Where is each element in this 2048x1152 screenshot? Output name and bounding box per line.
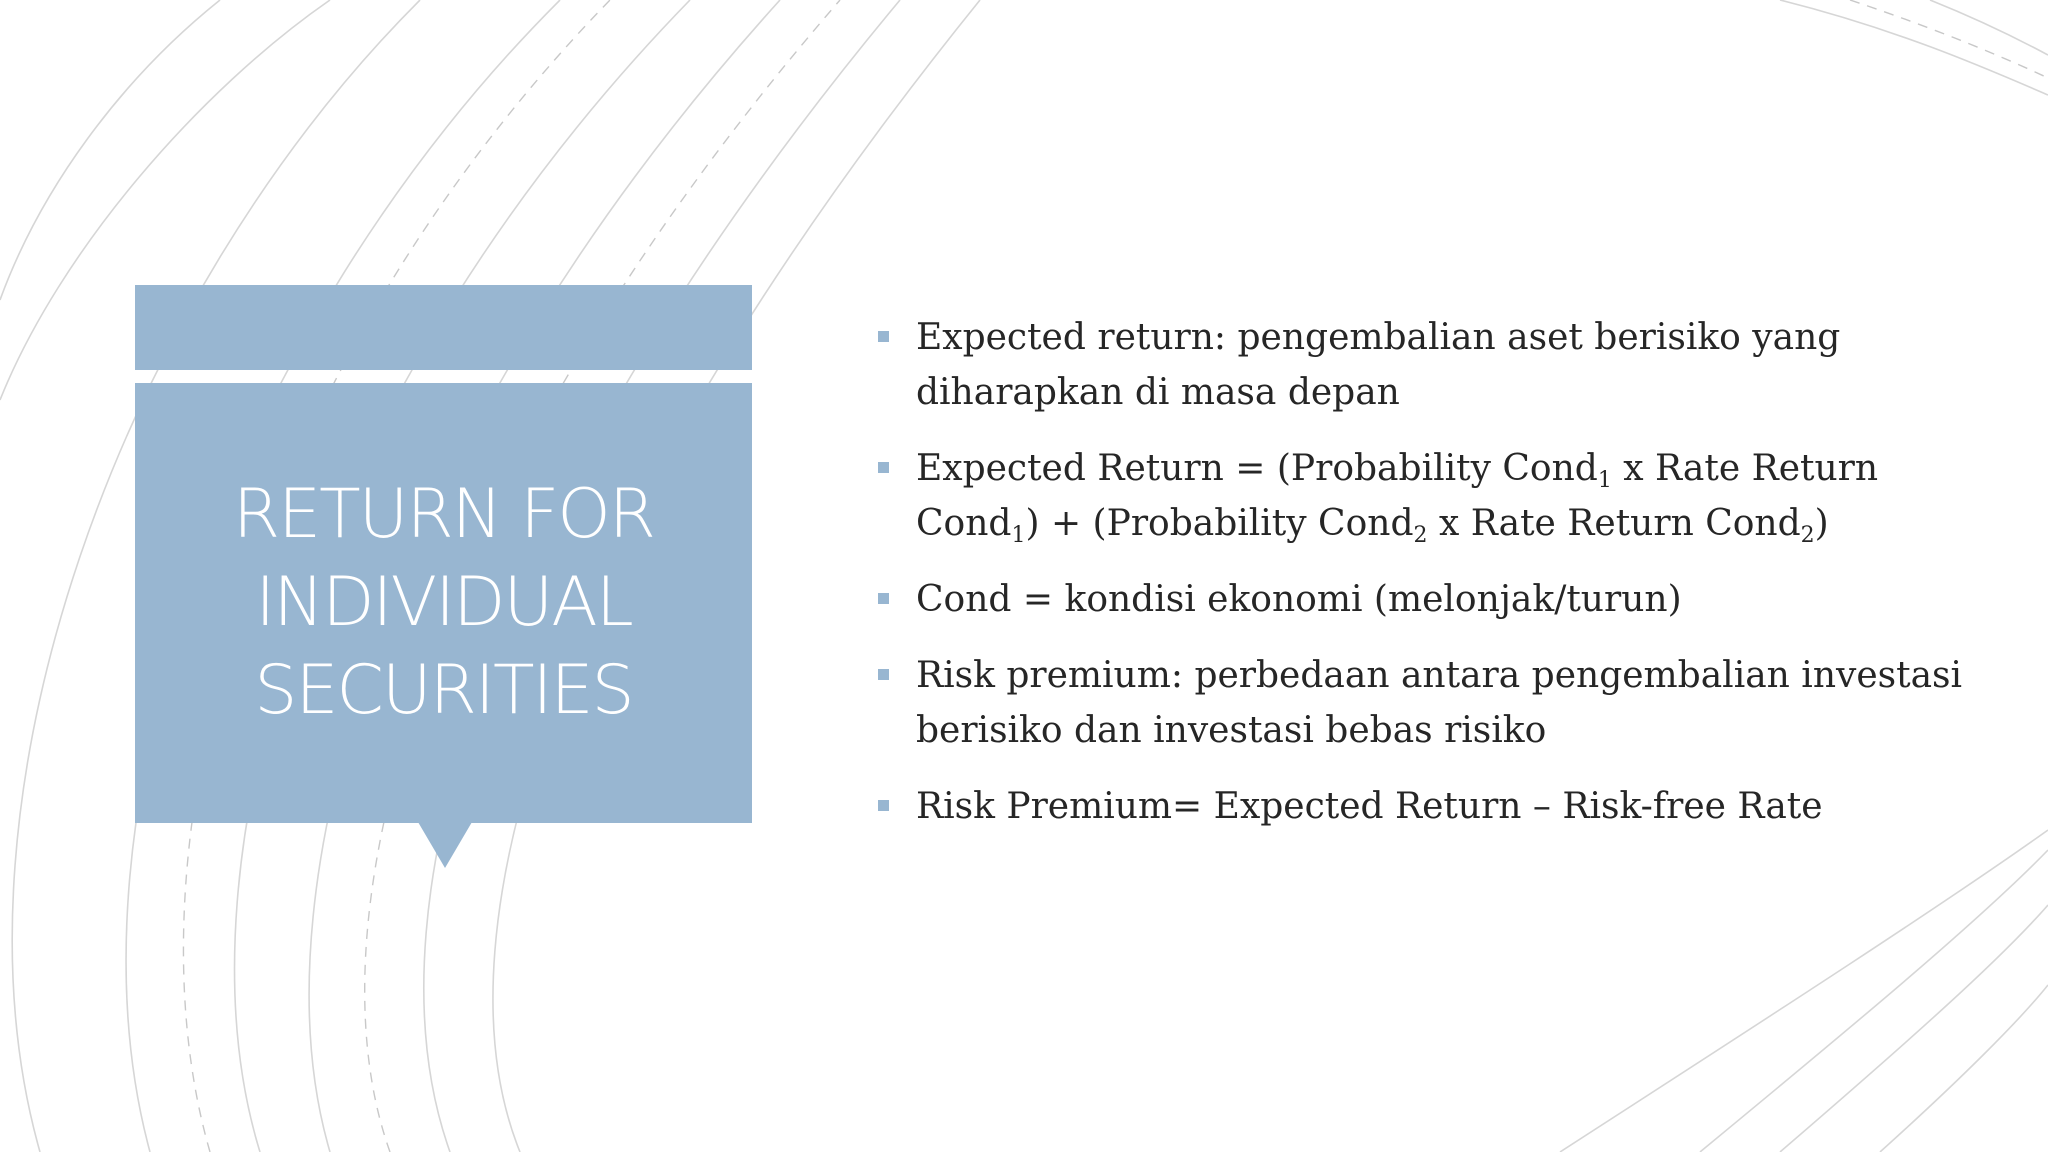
formula-subscript: 2 bbox=[1413, 523, 1428, 548]
formula-subscript: 2 bbox=[1800, 523, 1815, 548]
formula-subscript: 1 bbox=[1597, 468, 1612, 493]
bullet-item bbox=[878, 310, 1988, 420]
formula-part: Expected Return = (Probability Cond bbox=[916, 448, 1598, 489]
bullet-square-icon bbox=[878, 331, 889, 342]
formula-part: ) bbox=[1814, 503, 1829, 544]
formula-text bbox=[916, 448, 1879, 548]
title-callout-pointer bbox=[418, 822, 472, 868]
bullet-text: Expected return: pengembalian aset berisiko yang diharapkan di masa depan bbox=[916, 317, 1841, 413]
formula-part: ) + (Probability Cond bbox=[1025, 503, 1414, 544]
bullet-square-icon bbox=[878, 669, 889, 680]
bullet-text: Cond = kondisi ekonomi (melonjak/turun) bbox=[916, 579, 1682, 620]
bullet-square-icon bbox=[878, 462, 889, 473]
formula-part: x Rate Return Cond bbox=[1427, 503, 1801, 544]
title-accent-bar bbox=[135, 285, 752, 370]
bullet-item bbox=[878, 779, 1988, 834]
bullet-square-icon bbox=[878, 800, 889, 811]
title-box bbox=[135, 383, 752, 823]
bullet-item bbox=[878, 572, 1988, 627]
slide-title: RETURN FOR INDIVIDUAL SECURITIES bbox=[232, 475, 655, 730]
bullet-text: Risk premium: perbedaan antara pengembalian investasi berisiko dan investasi bebas risiko bbox=[916, 655, 1963, 751]
bullet-item bbox=[878, 648, 1988, 758]
formula-part: x Rate Return Cond bbox=[916, 448, 1879, 544]
bullet-text: Risk Premium= Expected Return – Risk-free Rate bbox=[916, 786, 1823, 827]
bullet-square-icon bbox=[878, 593, 889, 604]
bullet-item-expected-return-formula bbox=[878, 441, 1988, 551]
bullet-list bbox=[878, 310, 1988, 855]
formula-subscript: 1 bbox=[1011, 523, 1026, 548]
